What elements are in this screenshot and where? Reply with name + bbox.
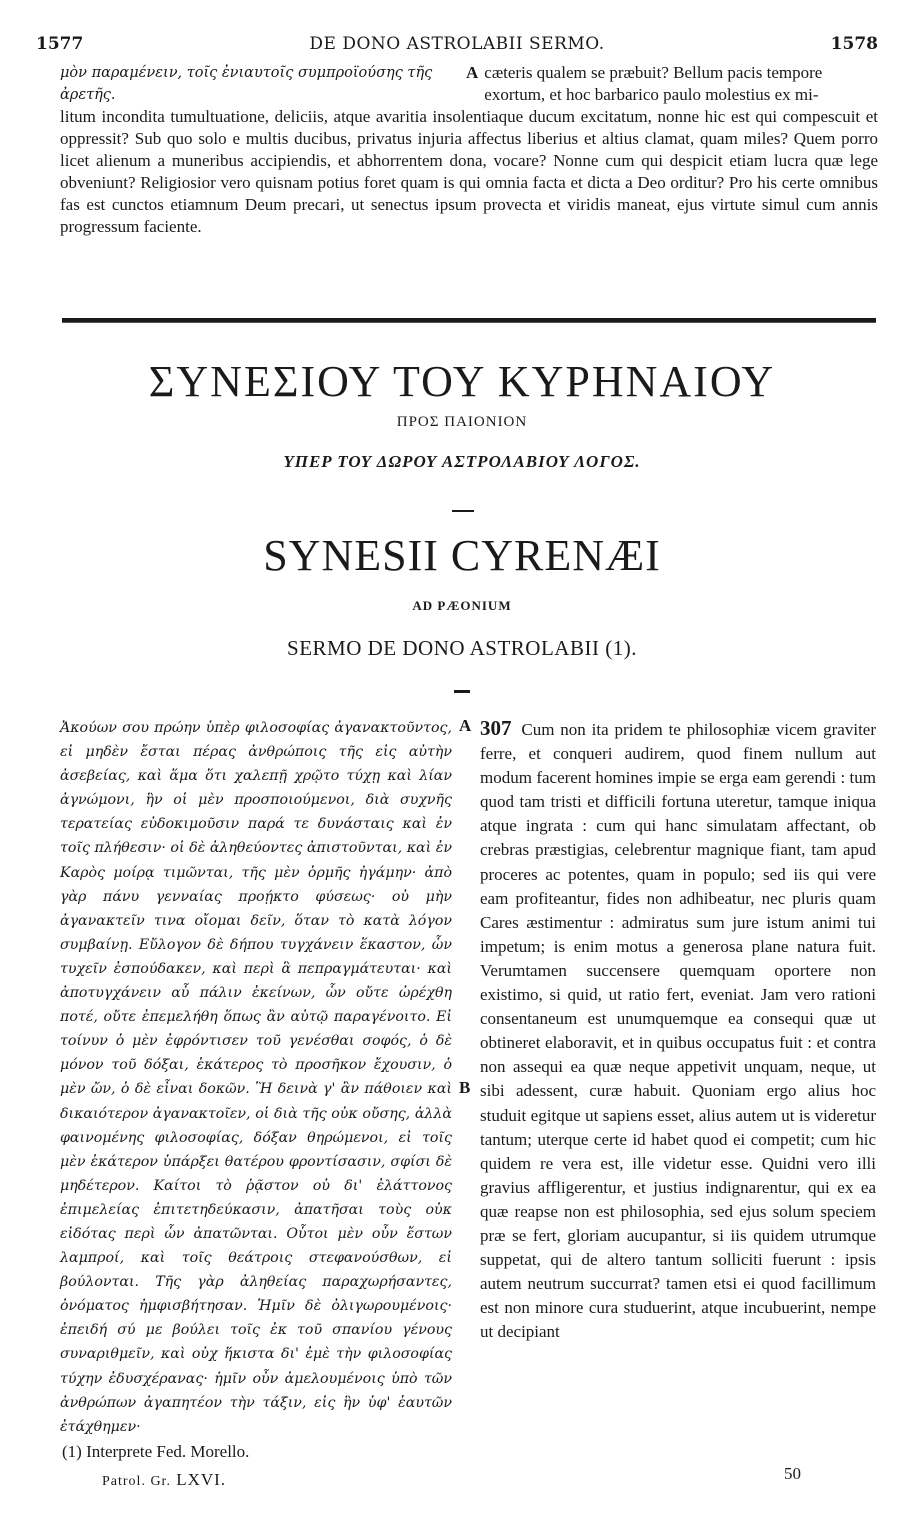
footnote [62,1440,250,1489]
preceding-latin-body: litum incondita tumultuatione, deliciis, atque avaritia insolentiaque ducum excitatum, nonne hic est qui compescuit et oppressit? Sub quo solo e multis ducibus, privatus injuria affectus liberius et altius clamat, quam miles? Quem porro licet alienum a muneribus accipiendis, et abhorrentem dona, vocare? Nonne cum qui despicit etiam lucra quæ lege obveniunt? Religiosior vero quisnam potius foret quam is qui omnia facta et dicta a Deo orditur? Pro his certe omnibus fas est cunctos etiamnum Deum precari, ut senectus ipsum provecta et viridis maneat, ejus virtute simul cum annis progressum faciente. [60,107,878,236]
column-reference-number: 307 [480,716,512,740]
preceding-latin-line-1: cæteris qualem se præbuit? Bellum pacis tempore [484,63,823,82]
greek-column [60,716,452,1439]
latin-title: SYNESII CYRENÆI [263,531,661,580]
preceding-greek-line-1: μὸν παραμένειν, τοῖς ἐνιαυτοῖς συμπροϊούσης τῆς [60,65,433,81]
title-dash-1 [452,510,474,512]
source-volume: LXVI. [176,1470,227,1489]
preceding-latin-line-2: exortum, et hoc barbarico paulo molestius ex mi- [484,85,819,104]
greek-title: ΣΥΝΕΣΙΟΥ ΤΟΥ ΚΥΡΗΝΑΙΟΥ [148,357,776,406]
title-dash-2 [454,690,470,693]
latin-text: Cum non ita pridem te philosophiæ vicem graviter ferre, et conqueri audirem, quod finem nullum aut modum facerent homines impie se erga eam gerendi : tum quod tam tristi et difficili fortuna uteretur, tamque iniqua atque ingrata : cum qui hanc simulatam affectant, ob crebras præstigias, celebrentur magnique fiant, tam apud proceres ac potentes, quam in populo; sed iis qui vere eam profiteantur, fides non adhibeatur, nec pluris quam Cares æstimentur : admiratus sum jure istum animi tui impetum; is enim motus a generosa plane natura fuit. Verumtamen succensere quemquam oportere non existimo, si quid, ut ratio fert, eveniat. Jam vero rationi consentaneum est unumquemque ea consequi quæ ut obtineret elaboravit, et in quibus occupatus fuit : et contra non assequi ea quæ neque appetivit unquam, neque, ut sibi adessent, curæ habuit. Quoniam ergo alius hoc studuit egitque ut sapiens esset, alius autem ut is videretur tantum; uterque certe id habet quod ei competit; cum hic quidem re vera est, ille videtur esse. Quidni vero illi gravius affligerentur, et justius indignarentur, qui ex ea quæ reapse non est philosophia, sed ejus solum speciem præ se fert, gloriam aucupantur, si iis quidem utrumque suppetat, qui de altero tantum solliciti fuerunt : ipsis autem neutrum succurrat? tamen etsi ei quod facillimum est non minore cura studuerint, atque incubuerint, nempe ut decipiant [480,720,876,1342]
latin-column [480,716,876,1344]
column-number-left: 1577 [36,34,84,54]
text-columns [60,716,876,1436]
running-title: DE DONO ASTROLABII SERMO. [309,34,605,54]
preceding-greek [60,62,460,106]
source-label: Patrol. Gr. [102,1474,171,1489]
column-number-right: 1578 [830,34,878,54]
patrologia-reference [102,1468,226,1494]
preceding-first-row [60,62,878,106]
footnote-text: (1) Interprete Fed. Morello. [62,1442,250,1461]
preceding-greek-line-2: ἀρετῆς. [60,87,116,103]
latin-paragraph [480,716,876,1344]
running-head [36,34,878,56]
preceding-latin-head [484,62,878,106]
greek-subtitle-2: ΥΠΕΡ ΤΟΥ ΔΩΡΟΥ ΑΣΤΡΟΛΑΒΙΟΥ ΛΟΓΟΣ. [283,452,641,471]
greek-text: Ἀκούων σου πρώην ὑπὲρ φιλοσοφίας ἀγανακτοῦντος, εἰ μηδὲν ἔσται πέρας ἀνθρώποις τῆς εἰς αὐτὴν ἀσεβείας, καὶ ἅμα ὅτι χαλεπῇ χρῷτο τύχῃ καὶ λίαν ἀγνώμονι, ἣν οἱ μὲν προσποιούμενοι, διὰ συχνῆς τερατείας εὐδοκιμοῦσιν παρά τε δυνάσταις καὶ ἐν τοῖς πλήθεσιν· οἱ δὲ ἀληθεύοντες ἀπιστοῦνται, καὶ ἐν Καρὸς μοίρᾳ τιμῶνται, τῆς μὲν ὁρμῆς ἠγάμην· ἀπὸ γὰρ πάνυ γενναίας προῄκτο φύσεως· οὐ μὴν ἀγανακτεῖν τινα οἴομαι δεῖν, ὅταν τὸ κατὰ λόγον συμβαίνῃ. Εὔλογον δὲ δήπου τυγχάνειν ἕκαστον, ὧν τυχεῖν ἐσπούδακεν, καὶ περὶ ἃ πεπραγμάτευται· καὶ ἀποτυγχάνειν αὖ πάλιν ἐκείνων, ὧν οὔτε ὠρέχθη ποτέ, οὔτε ἐπεμελήθη ὅπως ἂν αὐτῷ παραγένοιτο. Εἰ τοίνυν ὁ μὲν ἐφρόντισεν τοῦ γενέσθαι σοφός, ὁ δὲ μόνον τοῦ δόξαι, ἑκάτερος τὸ προσῆκον ἔχουσιν, ὁ μὲν ὤν, ὁ δὲ εἶναι δοκῶν. Ἢ δεινὰ γ' ἂν πάθοιεν καὶ δικαιότερον ἀγανακτοῖεν, οἱ διὰ τῆς οὐκ οὔσης, ἀλλὰ φαινομένης φιλοσοφίας, δόξαν θηρώμενοι, εἰ τοῖς μὲν ἑκάτερον ὑπάρξει θατέρου φροντίσασιν, σφίσι δὲ μηδέτερον. Καίτοι τὸ ῥᾷστον οὐ δι' ἐλάττονος ἐπιμελείας ἐπιτετηδεύκασιν, ἀπατῆσαι τοὺς οὐκ εἰδότας περὶ ὧν ἀπατῶνται. Οὗτοι μὲν οὖν ἔστων λαμπροί, καὶ τοῖς θεάτροις στεφανούσθων, εἰ βούλονται. Τῆς γὰρ ἀληθείας παραχωρήσαντες, ὀνόματος ἠμφισβήτησαν. Ἡμῖν δὲ ὀλιγωρουμένοις· ἐπειδή σύ με βούλει τοῖς ἐκ τοῦ σπανίου γένους συναριθμεῖν, καὶ οὐχ ἥκιστα δι' ἐμὲ τὴν φιλοσοφίας τύχην ἐδυσχέρανας· ἡμῖν οὖν ἀμελουμένοις ὑπὸ τῶν ἀνθρώπων ἀγαπητέον τὴν τάξιν, εἰς ἣν ὑφ' ἑαυτῶν ἐτάχθημεν· [60,720,452,1435]
greek-subtitle: ΠΡΟΣ ΠΑΙΟΝΙΟΝ [396,414,528,430]
latin-subtitle-2: SERMO DE DONO ASTROLABII (1). [287,636,637,660]
margin-marker-b: B [459,1078,471,1097]
folio-number: 50 [784,1464,801,1483]
section-rule [62,318,876,323]
preceding-text-block [60,62,878,238]
margin-marker-a-top: A [466,63,479,82]
latin-subtitle: AD PÆONIUM [412,598,512,613]
margin-marker-a: A [459,716,472,735]
